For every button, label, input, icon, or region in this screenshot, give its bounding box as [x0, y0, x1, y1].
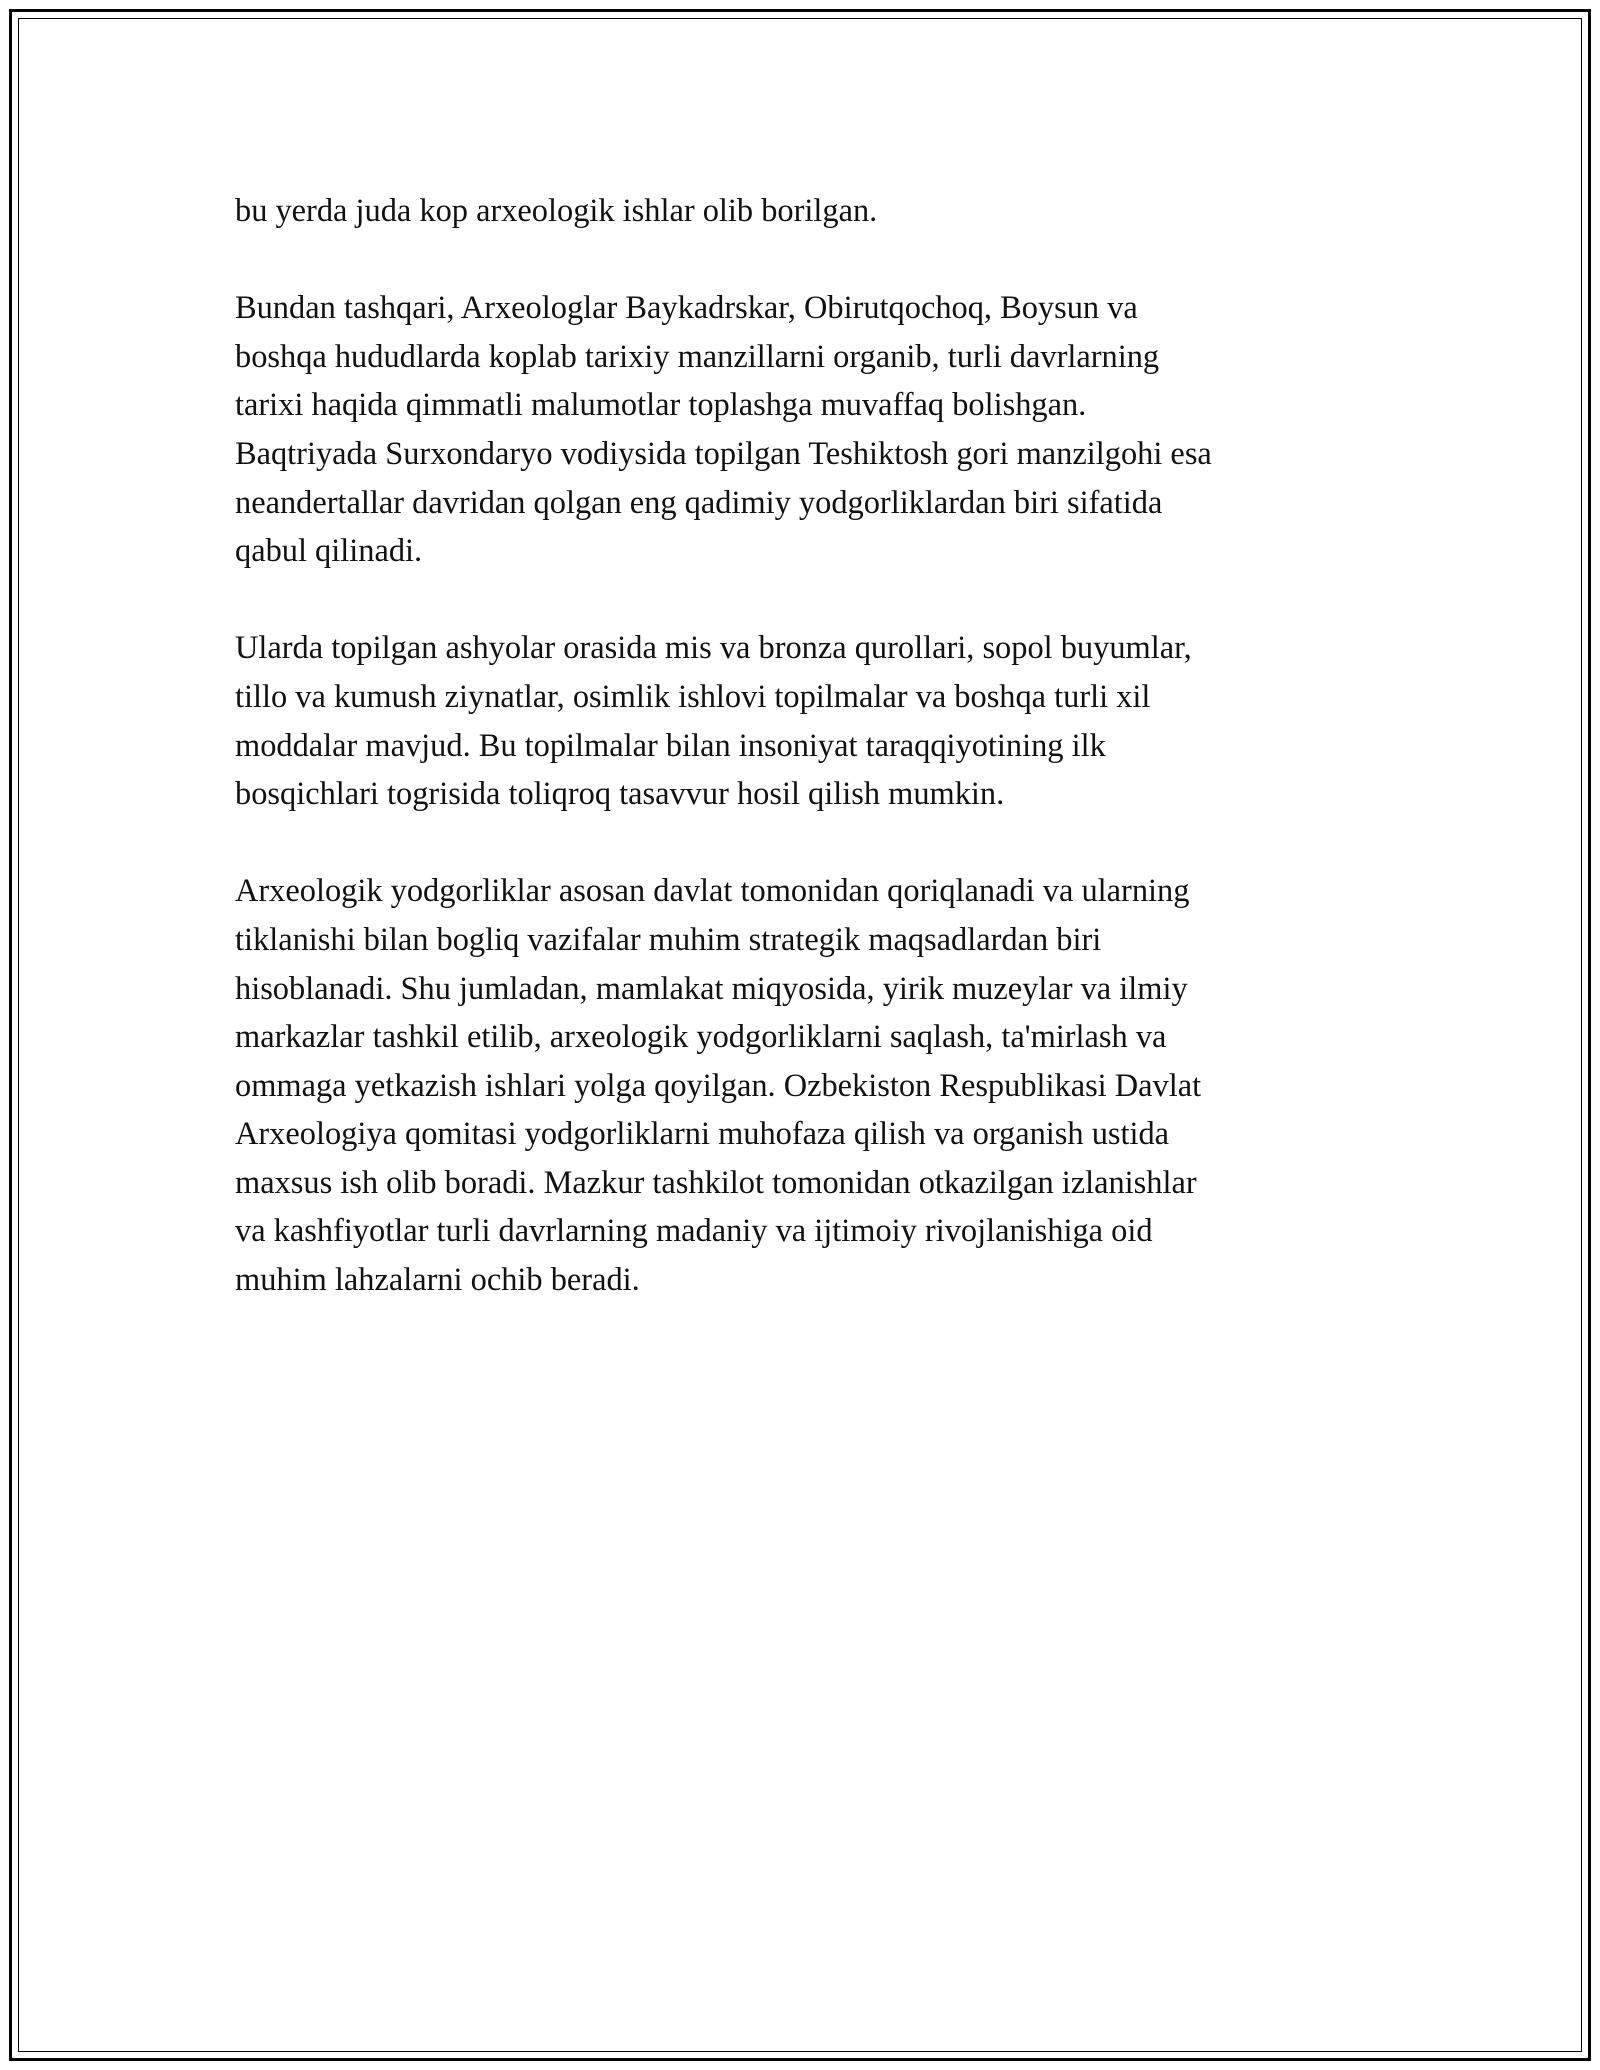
paragraph-2: Bundan tashqari, Arxeologlar Baykadrskar, Obirutqochoq, Boysun va boshqa hududlarda koplab tarixiy manzillarni organib, turli davrlarning tarixi haqida qimmatli malumotlar toplashga muvaffaq bolishgan. Baqtriyada Surxondaryo vodiysida topilgan Teshiktosh gori manzilgohi esa neandertallar davridan qolgan eng qadimiy yodgorliklardan biri sifatida qabul qilinadi. [235, 290, 1212, 570]
paragraph-1: bu yerda juda kop arxeologik ishlar olib borilgan. [235, 193, 878, 229]
document-body [235, 187, 1375, 1305]
paragraph-4: Arxeologik yodgorliklar asosan davlat tomonidan qoriqlanadi va ularning tiklanishi bilan bogliq vazifalar muhim strategik maqsadlardan biri hisoblanadi. Shu jumladan, mamlakat miqyosida, yirik muzeylar va ilmiy markazlar tashkil etilib, arxeologik yodgorliklarni saqlash, ta'mirlash va ommaga yetkazish ishlari yolga qoyilgan. Ozbekiston Respublikasi Davlat Arxeologiya qomitasi yodgorliklarni muhofaza qilish va organish ustida maxsus ish olib boradi. Mazkur tashkilot tomonidan otkazilgan izlanishlar va kashfiyotlar turli davrlarning madaniy va ijtimoiy rivojlanishiga oid muhim lahzalarni ochib beradi. [235, 873, 1202, 1299]
paragraph-3: Ularda topilgan ashyolar orasida mis va bronza qurollari, sopol buyumlar, tillo va kumush ziynatlar, osimlik ishlovi topilmalar va boshqa turli xil moddalar mavjud. Bu topilmalar bilan insoniyat taraqqiyotining ilk bosqichlari togrisida toliqroq tasavvur hosil qilish mumkin. [235, 630, 1192, 813]
